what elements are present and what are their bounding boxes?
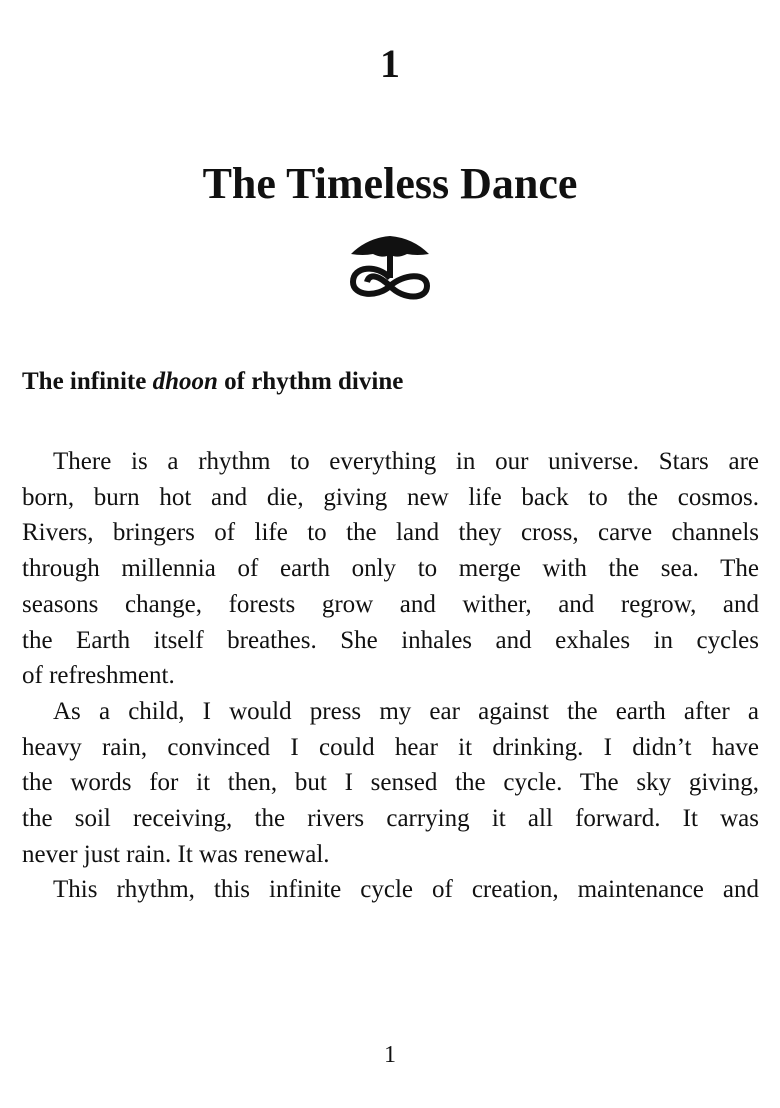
text-line: born, burn hot and die, giving new life back to the cosmos.	[22, 483, 759, 511]
paragraph	[22, 444, 759, 694]
text-line: through millennia of earth only to merge with the sea. The	[22, 555, 759, 583]
page-number: 1	[384, 1042, 396, 1068]
text-line: heavy rain, convinced I could hear it drinking. I didn’t have	[22, 733, 759, 761]
chapter-title: The Timeless Dance	[202, 159, 578, 208]
text-line: Rivers, bringers of life to the land they cross, carve channels	[22, 519, 759, 547]
text-line: of refreshment.	[22, 662, 175, 690]
subheading-text: of rhythm divine	[217, 368, 404, 395]
text-line: the Earth itself breathes. She inhales and exhales in cycles	[22, 626, 759, 654]
text-line: the soil receiving, the rivers carrying it all forward. It was	[22, 805, 759, 833]
tree-infinity-icon	[347, 234, 433, 306]
text-line: As a child, I would press my ear against the earth after a	[53, 697, 759, 725]
text-line: seasons change, forests grow and wither, and regrow, and	[22, 590, 759, 618]
text-line: never just rain. It was renewal.	[22, 840, 330, 868]
text-line: the words for it then, but I sensed the cycle. The sky giving,	[22, 769, 759, 797]
body-text	[22, 444, 759, 908]
text-line: There is a rhythm to everything in our universe. Stars are	[53, 448, 759, 475]
paragraph	[22, 694, 759, 873]
section-subheading	[22, 368, 403, 396]
subheading-text: The infinite	[22, 368, 153, 395]
paragraph	[22, 872, 759, 908]
subheading-emphasis: dhoon	[152, 368, 218, 395]
text-line: This rhythm, this infinite cycle of creation, maintenance and	[53, 876, 759, 904]
chapter-number: 1	[380, 41, 400, 86]
